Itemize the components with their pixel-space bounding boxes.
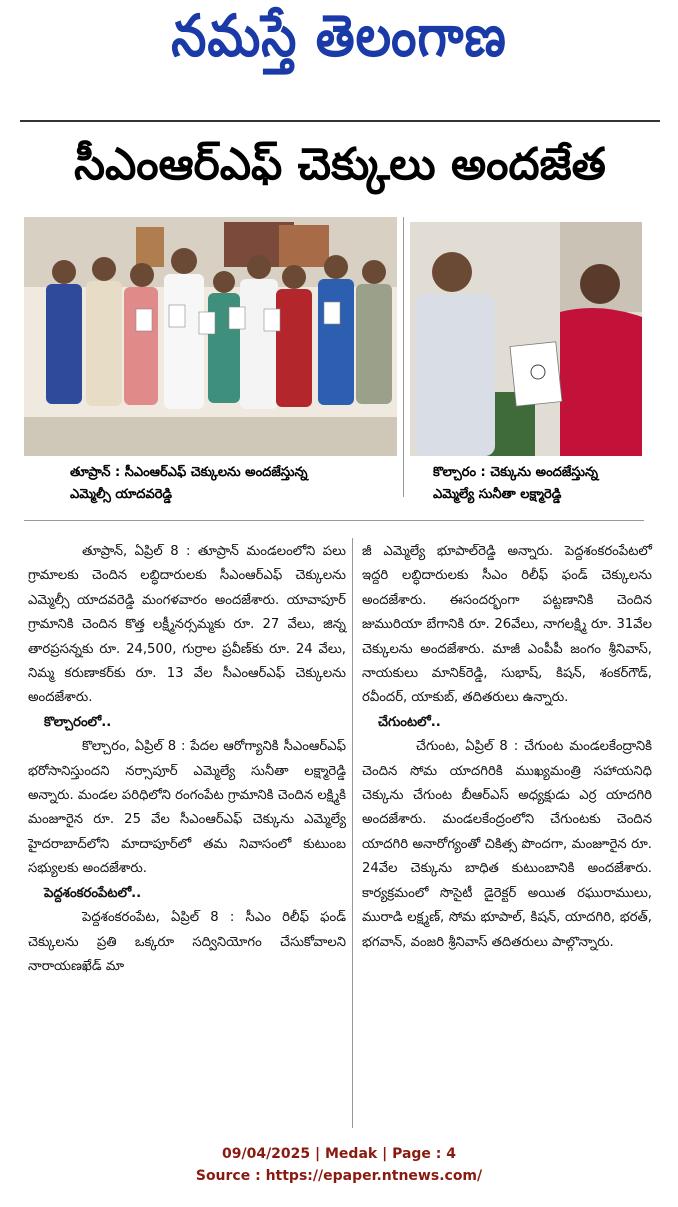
subheading-chegunta: చేగుంటలో.. [378, 714, 441, 730]
article-column-right [362, 540, 652, 955]
article-column-divider [352, 538, 353, 1128]
masthead-rule [20, 120, 660, 122]
photo-right [410, 222, 642, 456]
headline: సీఎంఆర్ఎఫ్ చెక్కులు అందజేత [74, 139, 606, 190]
section-rule [24, 520, 644, 521]
subheading-peddashankarampet: పెద్దశంకరంపేటలో.. [44, 885, 142, 901]
caption-right-line1: కొల్చారం : చెక్కును అందజేస్తున్న [433, 465, 598, 480]
paragraph-chegunta: చేగుంట, ఏప్రిల్ 8 : చేగుంట మండలకేంద్రానికి చెందిన సోమ యాదగిరికి ముఖ్యమంత్రి సహాయనిధి చెక్కును చేగుంట బీఆర్ఎస్ అధ్యక్షుడు ఎర్ర యాదగిరి అందజేశారు. మండలకేంద్రంలోని చేగుంటకు చెందిన యాదగిరి అనారోగ్యంతో చికిత్స పొందగా, మంజూరైన రూ. 24వేల చెక్కును బాధిత కుటుంబానికి అందజేశారు. కార్యక్రమంలో సొసైటీ డైరెక్టర్ అయిత రఘురాములు, మురాడి లక్ష్మణ్, సోమ భూపాల్, కిషన్, యాదగిరి, భరత్, భగవాన్, వంజరి శ్రీనివాస్ తదితరులు పాల్గొన్నారు. [362, 739, 652, 950]
caption-right-line2: ఎమ్మెల్యే సునీతా లక్ష్మారెడ్డి [433, 487, 562, 502]
caption-left-line1: తూప్రాన్ : సీఎంఆర్ఎఫ్ చెక్కులను అందజేస్తున్న [70, 465, 308, 480]
paragraph-peddashankarampet: పెద్దశంకరంపేట, ఏప్రిల్ 8 : సీఎం రిలీఫ్ ఫండ్ చెక్కులను ప్రతి ఒక్కరూ సద్వినియోగం చేసుకోవాలని నారాయణఖేడ్ మా [28, 910, 346, 974]
caption-left-line2: ఎమ్మెల్సీ యాదవరెడ్డి [70, 487, 173, 502]
paragraph-continued: జీ ఎమ్మెల్యే భూపాల్‌రెడ్డి అన్నారు. పెద్దశంకరంపేటలో ఇద్దరి లబ్ధిదారులకు సీఎం రిలీఫ్ ఫండ్ చెక్కులను అందజేశారు. ఈసందర్భంగా పట్టణానికి చెందిన జుమురియా బేగానికి రూ. 26వేలు, నాగలక్ష్మి రూ. 31వేల చెక్కులను అందజేశారు. మాజీ ఎంపీపీ జంగం శ్రీనివాస్, నాయకులు మానిక్‌రెడ్డి, సుభాష్, కిషన్, శంకర్‌గౌడ్, రవీందర్, యాకుబ్, తదితరులు ఉన్నారు. [362, 544, 652, 706]
paragraph-tupran: తూప్రాన్, ఏప్రిల్ 8 : తూప్రాన్ మండలంలోని పలు గ్రామాలకు చెందిన లబ్ధిదారులకు సీఎంఆర్ఎఫ్ చెక్కులను ఎమ్మెల్సీ యాదవరెడ్డి మంగళవారం అందజేశారు. యావాపూర్ గ్రామానికి చెందిన కొత్త లక్ష్మీనర్సమ్మకు రూ. 27 వేలు, జిన్న తారప్రసన్నకు రూ. 24,500, గుర్రాల ప్రవీణ్‌కు రూ. 24 వేలు, నిమ్మ కరుణాకర్‌కు రూ. 13 వేల సీఎంఆర్ఎఫ్ చెక్కులను అందజేశారు. [28, 544, 346, 706]
photo-column-divider [403, 217, 404, 497]
masthead-title: నమస్తే తెలంగాణ [171, 2, 507, 69]
handover-photo-illustration [410, 222, 642, 456]
group-photo-illustration [24, 217, 397, 456]
footer-source-link[interactable]: Source : https://epaper.ntnews.com/ [195, 1168, 483, 1184]
paragraph-kolcharam: కొల్చారం, ఏప్రిల్ 8 : పేదల ఆరోగ్యానికి సీఎంఆర్ఎఫ్ భరోసానిస్తుందని నర్సాపూర్ ఎమ్మెల్యే సునీతా లక్ష్మారెడ్డి అన్నారు. మండల పరిధిలోని రంగంపేట గ్రామానికి చెందిన లక్ష్మికి మంజూరైన రూ. 25 వేల సీఎంఆర్ఎఫ్ చెక్కును ఎమ్మెల్యే హైదరాబాద్‌లోని మాదాపూర్‌లో తమ నివాసంలో కుటుంబ సభ్యులకు అందజేశారు. [28, 739, 346, 877]
caption-left [70, 462, 400, 506]
footer-date-edition: 09/04/2025 | Medak | Page : 4 [221, 1146, 457, 1162]
article-column-left [28, 540, 346, 979]
subheading-kolcharam: కొల్చారంలో.. [44, 714, 112, 730]
photo-left [24, 217, 397, 456]
masthead [0, 2, 678, 78]
caption-right [433, 462, 663, 506]
